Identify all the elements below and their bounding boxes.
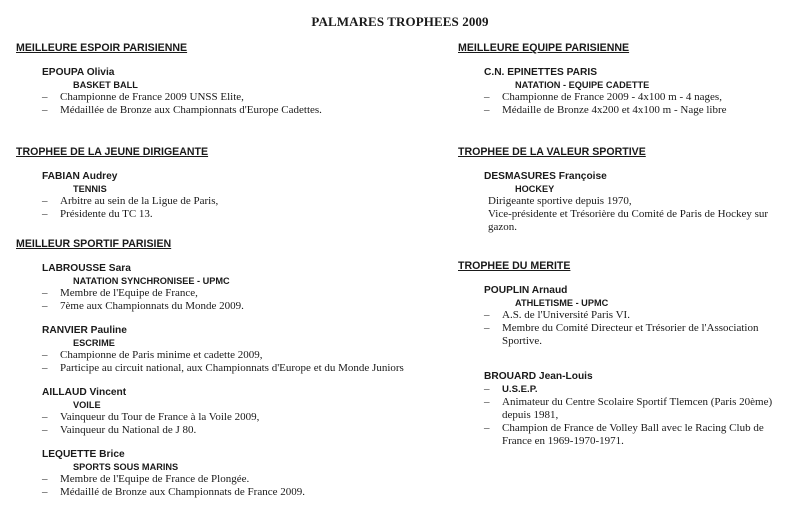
list-item: – Champion de France de Volley Ball avec le Racing Club de France en 1969-1970-1971. xyxy=(484,422,764,447)
section-heading: MEILLEURE ESPOIR PARISIENNE xyxy=(16,42,188,54)
entry-desmasures xyxy=(484,170,793,234)
list-item: – Membre du Comité Directeur et Trésorier de l'Association Sportive. xyxy=(484,322,759,347)
section-heading: TROPHEE DE LA JEUNE DIRIGEANTE xyxy=(16,146,209,158)
entry-sport: NATATION - EQUIPE CADETTE xyxy=(515,80,650,90)
list-item: – Vainqueur du Tour de France à la Voile 2009, xyxy=(42,411,260,423)
section-jeune-dirigeante xyxy=(16,146,406,221)
entry-items xyxy=(42,195,406,221)
entry-items xyxy=(42,473,406,499)
entry-name: FABIAN Audrey xyxy=(42,171,118,182)
entry-epinettes xyxy=(484,66,793,117)
entry-sport: BASKET BALL xyxy=(73,80,138,90)
list-item: – Arbitre au sein de la Ligue de Paris, xyxy=(42,195,219,207)
entry-name: AILLAUD Vincent xyxy=(42,387,127,398)
entry-items xyxy=(42,91,406,117)
entry-sport: ATHLETISME - UPMC xyxy=(515,298,609,308)
entry-sport: VOILE xyxy=(73,400,101,410)
entry-sport: NATATION SYNCHRONISEE - UPMC xyxy=(73,276,230,286)
section-merite xyxy=(458,260,793,448)
entry-items xyxy=(42,287,406,313)
section-heading: MEILLEUR SPORTIF PARISIEN xyxy=(16,238,172,250)
entry-name: LABROUSSE Sara xyxy=(42,263,131,274)
section-meilleure-equipe xyxy=(458,42,793,117)
list-item: – 7ème aux Championnats du Monde 2009. xyxy=(42,300,244,312)
entry-items xyxy=(484,383,793,448)
entry-lequette xyxy=(42,448,406,499)
entry-sport: HOCKEY xyxy=(515,184,555,194)
section-heading: TROPHEE DU MERITE xyxy=(458,260,571,272)
list-item: – A.S. de l'Université Paris VI. xyxy=(484,309,630,321)
list-item: – Championne de France 2009 - 4x100 m - 4 nages, xyxy=(484,91,722,103)
entry-name: EPOUPA Olivia xyxy=(42,67,115,78)
list-item: – Présidente du TC 13. xyxy=(42,208,153,220)
entry-labrousse xyxy=(42,262,406,313)
list-item: – Médaillée de Bronze aux Championnats d'Europe Cadettes. xyxy=(42,104,322,116)
entry-text: Dirigeante sportive depuis 1970, xyxy=(488,195,632,207)
entry-items xyxy=(42,349,406,375)
entry-name: DESMASURES Françoise xyxy=(484,171,607,182)
section-meilleur-sportif xyxy=(16,238,406,499)
list-item: – Membre de l'Equipe de France, xyxy=(42,287,198,299)
entry-name: BROUARD Jean-Louis xyxy=(484,371,593,382)
entry-items xyxy=(484,309,793,348)
entry-epoupa xyxy=(42,66,406,117)
entry-brouard xyxy=(484,370,793,448)
entry-sport: TENNIS xyxy=(73,184,107,194)
entry-name: POUPLIN Arnaud xyxy=(484,285,568,296)
entry-sport: ESCRIME xyxy=(73,338,115,348)
entry-pouplin xyxy=(484,284,793,348)
entry-text: Vice-présidente et Trésorière du Comité de Paris de Hockey sur gazon. xyxy=(488,208,769,233)
entry-ranvier xyxy=(42,324,406,375)
entry-items xyxy=(484,91,793,117)
list-item: – Animateur du Centre Scolaire Sportif Tlemcen (Paris 20ème) depuis 1981, xyxy=(484,396,773,421)
section-heading: TROPHEE DE LA VALEUR SPORTIVE xyxy=(458,146,646,158)
list-item: – U.S.E.P. xyxy=(484,383,538,395)
entry-items xyxy=(42,411,406,437)
list-item: – Championne de France 2009 UNSS Elite, xyxy=(42,91,244,103)
entry-aillaud xyxy=(42,386,406,437)
entry-sport: SPORTS SOUS MARINS xyxy=(73,462,179,472)
page-title: PALMARES TROPHEES 2009 xyxy=(311,14,489,29)
list-item: – Membre de l'Equipe de France de Plongée. xyxy=(42,473,250,485)
list-item: – Championne de Paris minime et cadette 2009, xyxy=(42,349,263,361)
entry-name: LEQUETTE Brice xyxy=(42,449,125,460)
entry-name: C.N. EPINETTES PARIS xyxy=(484,67,598,78)
section-meilleure-espoir xyxy=(16,42,406,117)
section-heading: MEILLEURE EQUIPE PARISIENNE xyxy=(458,42,630,54)
section-valeur-sportive xyxy=(458,146,793,234)
list-item: – Médaille de Bronze 4x200 et 4x100 m - Nage libre xyxy=(484,104,727,116)
list-item: – Vainqueur du National de J 80. xyxy=(42,424,197,436)
entry-name: RANVIER Pauline xyxy=(42,325,127,336)
list-item: – Participe au circuit national, aux Championnats d'Europe et du Monde Juniors xyxy=(42,362,404,374)
list-item: – Médaillé de Bronze aux Championnats de France 2009. xyxy=(42,486,305,498)
entry-fabian xyxy=(42,170,406,221)
